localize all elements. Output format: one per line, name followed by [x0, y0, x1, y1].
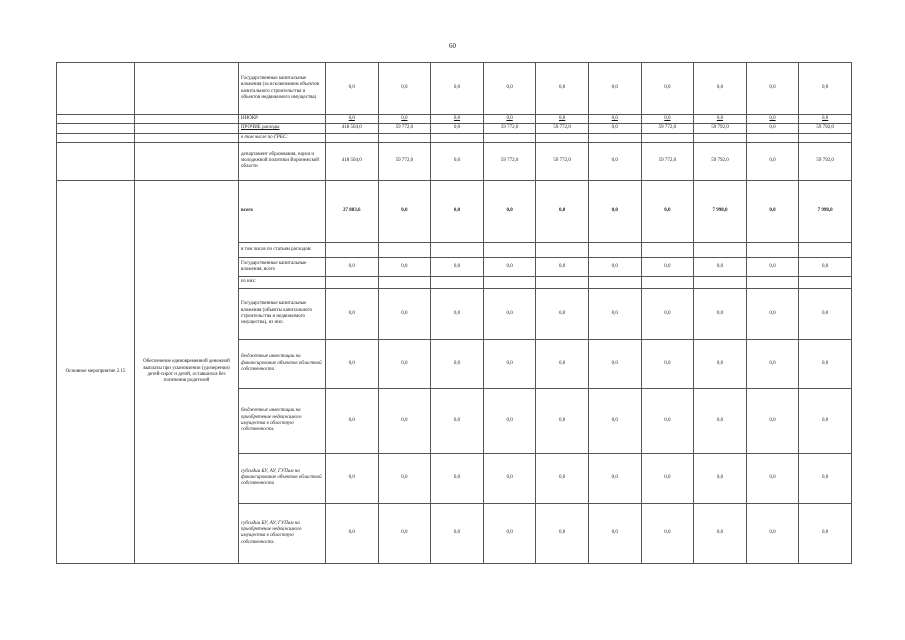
value-cell: 0,0: [588, 63, 641, 115]
value-cell: [694, 242, 747, 257]
table-row: [57, 142, 852, 180]
value-cell: 59 772,0: [641, 124, 694, 133]
value-cell: 0,0: [588, 124, 641, 133]
value-cell: 0,0: [378, 63, 431, 115]
value-cell: 0,0: [588, 453, 641, 503]
value-cell: 0,0: [641, 180, 694, 242]
value-cell: 0,0: [746, 142, 799, 180]
value-cell: 0,0: [588, 142, 641, 180]
table-body: [57, 63, 852, 564]
col-1-cell: [57, 124, 135, 133]
value-cell: 0,0: [483, 503, 536, 563]
value-cell: 0,0: [588, 288, 641, 339]
col-2-cell: [135, 142, 239, 180]
value-cell: [483, 242, 536, 257]
value-cell: 0,0: [483, 453, 536, 503]
value-cell: [536, 242, 589, 257]
value-cell: 0,0: [326, 115, 379, 124]
col-1-cell: [57, 115, 135, 124]
value-cell: [641, 133, 694, 142]
value-cell: 0,0: [588, 180, 641, 242]
row-label: в том числе по статьям расходов:: [239, 242, 326, 257]
col-2-cell: [135, 115, 239, 124]
event-code: Основное мероприятие 2.15: [57, 180, 135, 563]
value-cell: [746, 276, 799, 288]
value-cell: 0,0: [536, 388, 589, 453]
row-label: всего: [239, 180, 326, 242]
value-cell: 0,0: [483, 339, 536, 388]
value-cell: 0,0: [746, 124, 799, 133]
value-cell: [431, 276, 484, 288]
value-cell: 0,0: [326, 339, 379, 388]
value-cell: 59 792,0: [799, 124, 852, 133]
value-cell: 59 792,0: [694, 142, 747, 180]
value-cell: 0,0: [799, 503, 852, 563]
value-cell: 0,0: [641, 288, 694, 339]
value-cell: 0,0: [746, 339, 799, 388]
value-cell: 59 792,0: [799, 142, 852, 180]
value-cell: 0,0: [326, 503, 379, 563]
value-cell: 0,0: [431, 288, 484, 339]
row-label: ПРОЧИЕ расходы: [239, 124, 326, 133]
value-cell: 7 998,0: [694, 180, 747, 242]
value-cell: 0,0: [799, 339, 852, 388]
value-cell: 0,0: [483, 63, 536, 115]
value-cell: 7 998,0: [799, 180, 852, 242]
value-cell: 0,0: [326, 453, 379, 503]
value-cell: 0,0: [536, 63, 589, 115]
value-cell: 0,0: [431, 503, 484, 563]
value-cell: 0,0: [378, 453, 431, 503]
value-cell: 0,0: [694, 503, 747, 563]
value-cell: 0,0: [483, 115, 536, 124]
event-title: Обеспечение единовременной денежной выплаты при усыновлении (удочерении) детей-сирот и детей, оставшихся без попечения родителей: [135, 180, 239, 563]
col-2-cell: [135, 63, 239, 115]
row-label: из них:: [239, 276, 326, 288]
value-cell: 0,0: [694, 453, 747, 503]
value-cell: 0,0: [536, 453, 589, 503]
row-label: Государственные капитальные вложения, всего: [239, 257, 326, 276]
value-cell: 0,0: [694, 339, 747, 388]
value-cell: 0,0: [746, 288, 799, 339]
value-cell: 0,0: [483, 288, 536, 339]
value-cell: 0,0: [694, 63, 747, 115]
value-cell: 59 772,0: [378, 124, 431, 133]
value-cell: 59 772,0: [483, 142, 536, 180]
col-2-cell: [135, 124, 239, 133]
value-cell: [431, 133, 484, 142]
value-cell: 59 792,0: [694, 124, 747, 133]
value-cell: 0,0: [799, 63, 852, 115]
value-cell: 0,0: [326, 257, 379, 276]
value-cell: 0,0: [694, 257, 747, 276]
value-cell: 0,0: [641, 257, 694, 276]
row-label: НИОКР: [239, 115, 326, 124]
value-cell: 0,0: [483, 180, 536, 242]
row-label: в том числе по ГРБС:: [239, 133, 326, 142]
value-cell: 59 772,0: [536, 124, 589, 133]
value-cell: [536, 276, 589, 288]
value-cell: 0,0: [431, 124, 484, 133]
value-cell: 0,0: [746, 63, 799, 115]
col-2-cell: [135, 133, 239, 142]
value-cell: 0,0: [641, 63, 694, 115]
value-cell: [694, 133, 747, 142]
value-cell: 0,0: [641, 453, 694, 503]
value-cell: 0,0: [378, 288, 431, 339]
value-cell: 0,0: [641, 503, 694, 563]
value-cell: [588, 133, 641, 142]
value-cell: [431, 242, 484, 257]
value-cell: 0,0: [746, 503, 799, 563]
value-cell: [378, 276, 431, 288]
value-cell: 0,0: [746, 257, 799, 276]
value-cell: 0,0: [431, 453, 484, 503]
value-cell: 0,0: [588, 339, 641, 388]
value-cell: 0,0: [641, 115, 694, 124]
value-cell: [378, 242, 431, 257]
value-cell: 0,0: [378, 388, 431, 453]
value-cell: [746, 242, 799, 257]
table-row: [57, 63, 852, 115]
table-row: [57, 115, 852, 124]
value-cell: 0,0: [536, 257, 589, 276]
value-cell: 0,0: [694, 388, 747, 453]
value-cell: 59 772,0: [378, 142, 431, 180]
value-cell: [483, 133, 536, 142]
row-label: Государственные капитальные вложения (за исключением объектов капитального строительства и объектов недвижимого имущества): [239, 63, 326, 115]
value-cell: 0,0: [431, 142, 484, 180]
value-cell: 59 772,0: [483, 124, 536, 133]
value-cell: [641, 242, 694, 257]
value-cell: 0,0: [431, 63, 484, 115]
value-cell: 0,0: [536, 339, 589, 388]
value-cell: [694, 276, 747, 288]
value-cell: 0,0: [746, 388, 799, 453]
value-cell: [536, 133, 589, 142]
value-cell: [799, 133, 852, 142]
value-cell: 0,0: [799, 288, 852, 339]
table-row: [57, 180, 852, 242]
col-1-cell: [57, 142, 135, 180]
value-cell: 0,0: [378, 503, 431, 563]
value-cell: 0,0: [326, 388, 379, 453]
value-cell: 0,0: [799, 388, 852, 453]
value-cell: [378, 133, 431, 142]
value-cell: 0,0: [378, 115, 431, 124]
value-cell: 0,0: [326, 63, 379, 115]
value-cell: 0,0: [431, 339, 484, 388]
value-cell: [588, 276, 641, 288]
value-cell: 418 504,0: [326, 124, 379, 133]
value-cell: 0,0: [431, 180, 484, 242]
value-cell: 0,0: [588, 388, 641, 453]
value-cell: 0,0: [799, 453, 852, 503]
value-cell: 27 883,6: [326, 180, 379, 242]
value-cell: 0,0: [536, 115, 589, 124]
value-cell: 0,0: [483, 388, 536, 453]
row-label: субсидии БУ, АУ, ГУПам на финансирование объектов областной собственности: [239, 453, 326, 503]
value-cell: [588, 242, 641, 257]
value-cell: 418 504,0: [326, 142, 379, 180]
value-cell: [326, 276, 379, 288]
value-cell: 0,0: [746, 115, 799, 124]
value-cell: 0,0: [431, 257, 484, 276]
value-cell: [799, 276, 852, 288]
budget-table: [56, 62, 852, 564]
value-cell: 0,0: [694, 288, 747, 339]
value-cell: 0,0: [378, 339, 431, 388]
value-cell: [326, 133, 379, 142]
page-number: 60: [449, 42, 456, 50]
value-cell: [483, 276, 536, 288]
value-cell: 0,0: [431, 388, 484, 453]
value-cell: 0,0: [641, 339, 694, 388]
col-1-cell: [57, 133, 135, 142]
value-cell: 0,0: [799, 257, 852, 276]
value-cell: 0,0: [746, 453, 799, 503]
value-cell: 0,0: [431, 115, 484, 124]
value-cell: 59 772,0: [536, 142, 589, 180]
value-cell: 0,0: [588, 115, 641, 124]
value-cell: 0,0: [588, 257, 641, 276]
row-label: бюджетные инвестиции на финансирование объектов областной собственности: [239, 339, 326, 388]
col-1-cell: [57, 63, 135, 115]
row-label: Государственные капитальные вложения (объекты капитального строительства и недвижимого имущества), из них:: [239, 288, 326, 339]
value-cell: 0,0: [326, 288, 379, 339]
table-row: [57, 124, 852, 133]
value-cell: 0,0: [483, 257, 536, 276]
value-cell: 0,0: [641, 388, 694, 453]
row-label: департамент образования, науки и молодежной политики Воронежской области: [239, 142, 326, 180]
value-cell: [799, 242, 852, 257]
row-label: бюджетные инвестиции на приобретение недвижимого имущества в областную собственность: [239, 388, 326, 453]
table-row: [57, 133, 852, 142]
value-cell: 0,0: [694, 115, 747, 124]
value-cell: 0,0: [378, 180, 431, 242]
value-cell: [326, 242, 379, 257]
value-cell: 0,0: [536, 288, 589, 339]
value-cell: 0,0: [378, 257, 431, 276]
value-cell: 0,0: [746, 180, 799, 242]
value-cell: 0,0: [588, 503, 641, 563]
value-cell: 0,0: [536, 503, 589, 563]
value-cell: [746, 133, 799, 142]
row-label: субсидии БУ, АУ, ГУПам на приобретение недвижимого имущества в областную собственность: [239, 503, 326, 563]
value-cell: 0,0: [536, 180, 589, 242]
value-cell: [641, 276, 694, 288]
value-cell: 0,0: [799, 115, 852, 124]
value-cell: 59 772,0: [641, 142, 694, 180]
